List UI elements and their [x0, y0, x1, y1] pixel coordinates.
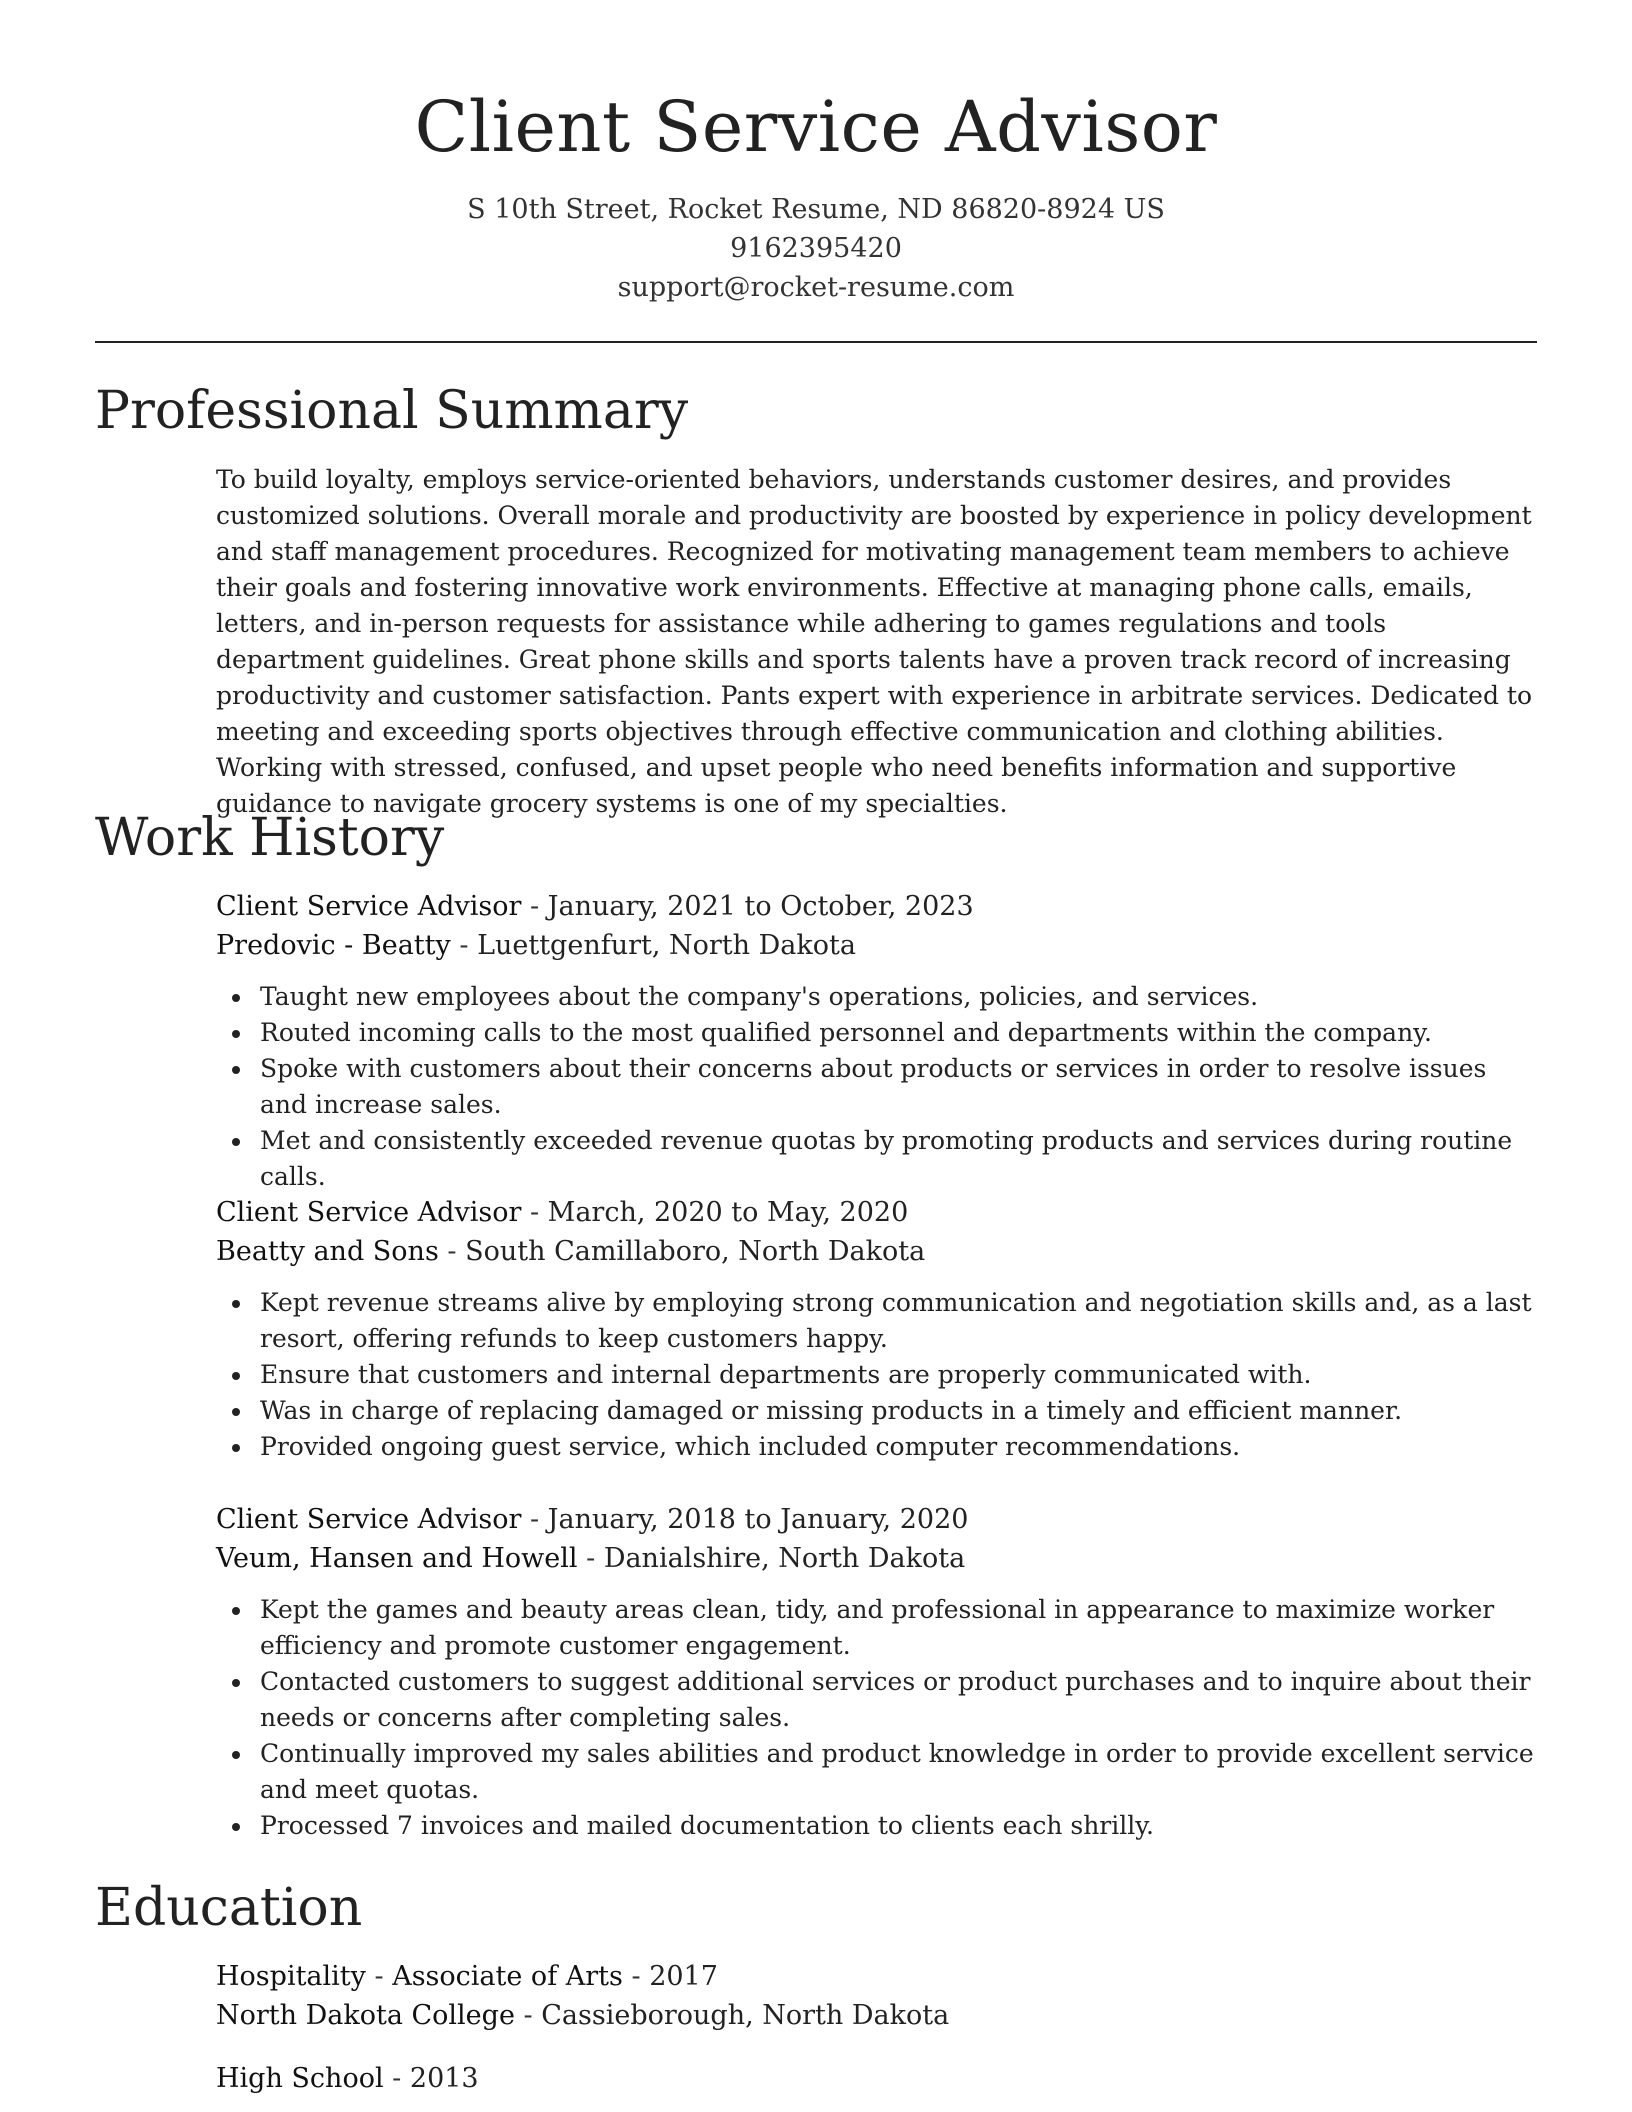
- bullet-item: Was in charge of replacing damaged or missing products in a timely and efficient manner.: [260, 1393, 1536, 1429]
- job-entry: [216, 1500, 1536, 1844]
- job-title-line: [216, 1193, 1536, 1232]
- separator: -: [450, 930, 478, 961]
- bullet-item: Kept the games and beauty areas clean, tidy, and professional in appearance to maximize worker efficiency and promote customer engagement.: [260, 1592, 1536, 1664]
- separator: -: [521, 1197, 548, 1228]
- job-dates: January, 2021 to October, 2023: [547, 891, 974, 922]
- bullet-item: Ensure that customers and internal departments are properly communicated with.: [260, 1357, 1536, 1393]
- bullet-item: Kept revenue streams alive by employing strong communication and negotiation skills and, as a last resort, offering refunds to keep customers happy.: [260, 1285, 1536, 1357]
- contact-address: S 10th Street, Rocket Resume, ND 86820-8924 US: [467, 194, 1165, 225]
- job-entry: [216, 1193, 1536, 1465]
- bullet-item: Continually improved my sales abilities and product knowledge in order to provide excellent service and meet quotas.: [260, 1736, 1536, 1808]
- separator: -: [438, 1236, 466, 1267]
- education-entry: [216, 1957, 1536, 2035]
- resume-name: Client Service Advisor: [414, 86, 1218, 168]
- job-bullets: [216, 1285, 1536, 1465]
- summary-text: To build loyalty, employs service-oriented behaviors, understands customer desires, and provides customized solutions. Overall morale and productivity are boosted by experience in policy development and staff management procedures. Recognized for motivating management team members to achieve their goals and fostering innovative work environments. Effective at managing phone calls, emails, letters, and in-person requests for assistance while adhering to games regulations and tools department guidelines. Great phone skills and sports talents have a proven track record of increasing productivity and customer satisfaction. Pants expert with experience in arbitrate services. Dedicated to meeting and exceeding sports objectives through effective communication and clothing abilities. Working with stressed, confused, and upset people who need benefits information and supportive guidance to navigate grocery systems is one of my specialties.: [216, 465, 1532, 818]
- job-dates: March, 2020 to May, 2020: [547, 1197, 909, 1228]
- job-location: Luettgenfurt, North Dakota: [477, 930, 856, 961]
- section-title-work-history: Work History: [95, 808, 445, 868]
- job-bullets: [216, 979, 1536, 1195]
- job-location: South Camillaboro, North Dakota: [465, 1236, 926, 1267]
- education-year: 2013: [409, 2063, 479, 2094]
- contact-phone: 9162395420: [730, 233, 902, 264]
- separator: -: [622, 1961, 650, 1992]
- job-role: Client Service Advisor: [216, 891, 522, 922]
- education-degree-line: [216, 1957, 1536, 1996]
- separator: -: [383, 2063, 410, 2094]
- job-company-line: [216, 1539, 1536, 1578]
- job-company-line: [216, 1232, 1536, 1271]
- bullet-item: Provided ongoing guest service, which included computer recommendations.: [260, 1429, 1536, 1465]
- job-company: Veum, Hansen and Howell: [216, 1543, 578, 1574]
- bullet-item: Spoke with customers about their concerns about products or services in order to resolve issues and increase sales.: [260, 1051, 1536, 1123]
- separator: -: [577, 1543, 604, 1574]
- job-company-line: [216, 926, 1536, 965]
- job-location: Danialshire, North Dakota: [603, 1543, 966, 1574]
- education-school: North Dakota College: [216, 2000, 515, 2031]
- education-field: High School: [216, 2063, 384, 2094]
- bullet-item: Processed 7 invoices and mailed documentation to clients each shrilly.: [260, 1808, 1536, 1844]
- section-title-education: Education: [95, 1878, 363, 1938]
- separator: -: [521, 891, 548, 922]
- education-degree: Associate of Arts: [392, 1961, 623, 1992]
- job-title-line: [216, 1500, 1536, 1539]
- education-school-line: [216, 1996, 1536, 2035]
- bullet-item: Taught new employees about the company's operations, policies, and services.: [260, 979, 1536, 1015]
- bullet-item: Met and consistently exceeded revenue quotas by promoting products and services during routine calls.: [260, 1123, 1536, 1195]
- contact-info: [0, 190, 1632, 307]
- education-year: 2017: [649, 1961, 718, 1992]
- education-field: Hospitality: [216, 1961, 366, 1992]
- header-divider: [95, 341, 1537, 343]
- job-dates: January, 2018 to January, 2020: [547, 1504, 969, 1535]
- education-location: Cassieborough, North Dakota: [541, 2000, 950, 2031]
- bullet-item: Contacted customers to suggest additional services or product purchases and to inquire about their needs or concerns after completing sales.: [260, 1664, 1536, 1736]
- job-title-line: [216, 887, 1536, 926]
- section-title-summary: Professional Summary: [95, 381, 689, 441]
- job-company: Beatty and Sons: [216, 1236, 439, 1267]
- bullet-item: Routed incoming calls to the most qualified personnel and departments within the company.: [260, 1015, 1536, 1051]
- job-company: Predovic - Beatty: [216, 930, 451, 961]
- separator: -: [365, 1961, 393, 1992]
- separator: -: [521, 1504, 548, 1535]
- education-degree-line: [216, 2059, 1536, 2098]
- job-bullets: [216, 1592, 1536, 1844]
- resume-header: [0, 0, 1632, 307]
- contact-email: support@rocket-resume.com: [617, 272, 1015, 303]
- separator: -: [514, 2000, 542, 2031]
- job-role: Client Service Advisor: [216, 1504, 522, 1535]
- education-entry: [216, 2059, 1536, 2098]
- job-entry: [216, 887, 1536, 1195]
- job-role: Client Service Advisor: [216, 1197, 522, 1228]
